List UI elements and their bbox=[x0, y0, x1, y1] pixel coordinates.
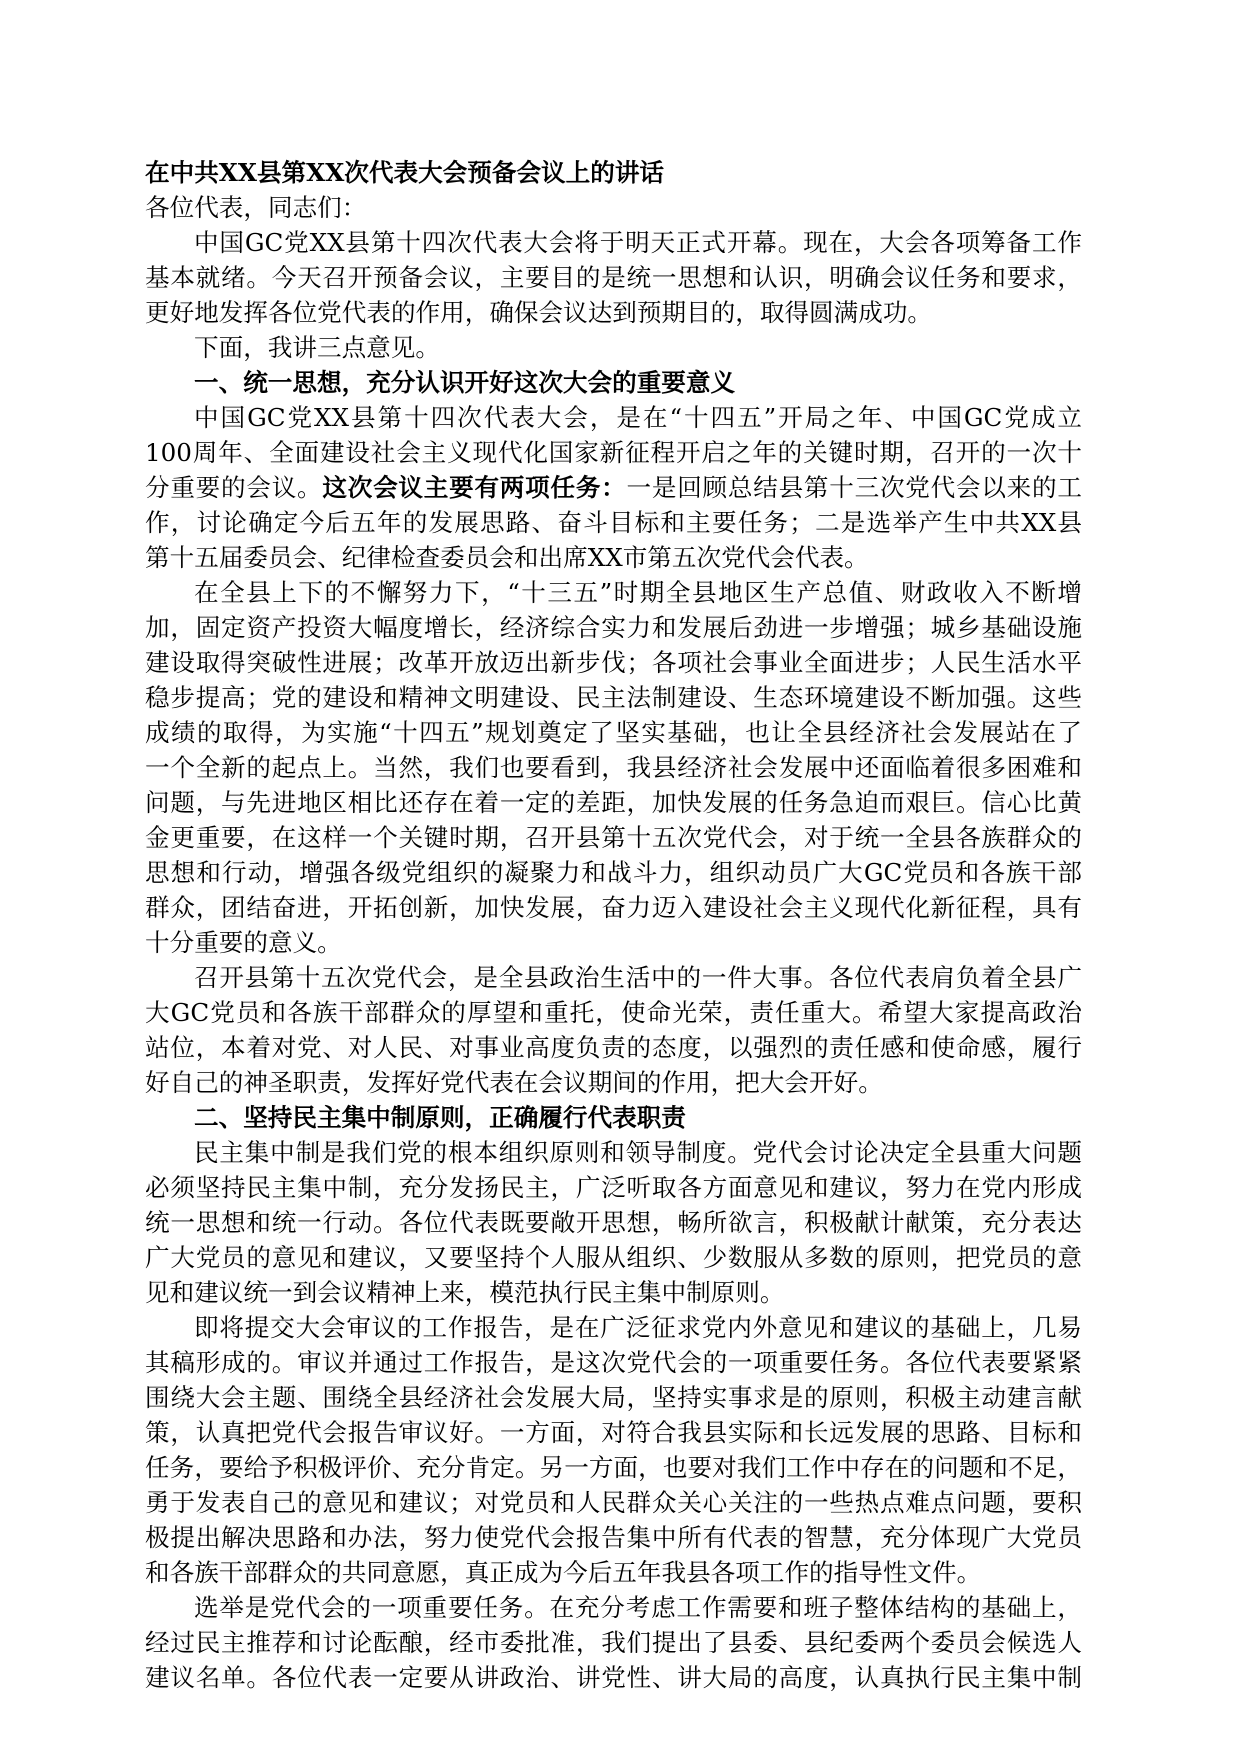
paragraph-line: 统一思想和统一行动。各位代表既要敞开思想，畅所欲言，积极献计献策，充分表达 bbox=[145, 1208, 1082, 1237]
achievements-paragraph bbox=[145, 575, 1082, 960]
paragraph-line: 站位，本着对党、对人民、对事业高度负责的态度，以强烈的责任感和使命感，履行 bbox=[145, 1033, 1082, 1062]
paragraph-line: 广大党员的意见和建议，又要坚持个人服从组织、少数服从多数的原则，把党员的意 bbox=[145, 1243, 1082, 1272]
paragraph-line: 基本就绪。今天召开预备会议，主要目的是统一思想和认识，明确会议任务和要求， bbox=[145, 263, 1082, 292]
paragraph-line: 建议名单。各位代表一定要从讲政治、讲党性、讲大局的高度，认真执行民主集中制 bbox=[145, 1663, 1082, 1692]
document-page bbox=[145, 155, 1082, 1695]
paragraph-line: 极提出解决思路和办法，努力使党代会报告集中所有代表的智慧，充分体现广大党员 bbox=[145, 1523, 1082, 1552]
paragraph-line: 其稿形成的。审议并通过工作报告，是这次党代会的一项重要任务。各位代表要紧紧 bbox=[145, 1348, 1082, 1377]
paragraph-line: 大GC党员和各族干部群众的厚望和重托，使命光荣，责任重大。希望大家提高政治 bbox=[145, 998, 1082, 1027]
duty-paragraph bbox=[145, 960, 1082, 1100]
opening-paragraph bbox=[145, 225, 1082, 330]
paragraph-line: 群众，团结奋进，开拓创新，加快发展，奋力迈入建设社会主义现代化新征程，具有 bbox=[145, 893, 1082, 922]
paragraph-line: 成绩的取得，为实施“十四五”规划奠定了坚实基础，也让全县经济社会发展站在了 bbox=[145, 718, 1082, 747]
paragraph-line: 召开县第十五次党代会，是全县政治生活中的一件大事。各位代表肩负着全县广 bbox=[194, 963, 1082, 992]
paragraph-line: 作，讨论确定今后五年的发展思路、奋斗目标和主要任务；二是选举产生中共XX县 bbox=[145, 508, 1082, 537]
paragraph-line: 选举是党代会的一项重要任务。在充分考虑工作需要和班子整体结构的基础上， bbox=[194, 1593, 1082, 1622]
paragraph-line: 中国GC党XX县第十四次代表大会将于明天正式开幕。现在，大会各项筹备工作 bbox=[194, 228, 1082, 257]
paragraph-line: 一个全新的起点上。当然，我们也要看到，我县经济社会发展中还面临着很多困难和 bbox=[145, 753, 1082, 782]
paragraph-line: 必须坚持民主集中制，充分发扬民主，广泛听取各方面意见和建议，努力在党内形成 bbox=[145, 1173, 1082, 1202]
section-heading: 二、坚持民主集中制原则，正确履行代表职责 bbox=[194, 1103, 686, 1132]
paragraph-line: 建设取得突破性进展；改革开放迈出新步伐；各项社会事业全面进步；人民生活水平 bbox=[145, 648, 1082, 677]
paragraph-line: 第十五届委员会、纪律检查委员会和出席XX市第五次党代会代表。 bbox=[145, 543, 869, 572]
paragraph-line: 好自己的神圣职责，发挥好党代表在会议期间的作用，把大会开好。 bbox=[145, 1068, 883, 1097]
paragraph-line: 即将提交大会审议的工作报告，是在广泛征求党内外意见和建议的基础上，几易 bbox=[194, 1313, 1082, 1342]
paragraph-line: 见和建议统一到会议精神上来，模范执行民主集中制原则。 bbox=[145, 1278, 785, 1307]
paragraph-line: 在全县上下的不懈努力下，“十三五”时期全县地区生产总值、财政收入不断增 bbox=[194, 578, 1082, 607]
paragraph-line: 勇于发表自己的意见和建议；对党员和人民群众关心关注的一些热点难点问题，要积 bbox=[145, 1488, 1082, 1517]
paragraph-line: 问题，与先进地区相比还存在着一定的差距，加快发展的任务急迫而艰巨。信心比黄 bbox=[145, 788, 1082, 817]
principle-paragraph bbox=[145, 1135, 1082, 1310]
paragraph-line: 围绕大会主题、围绕全县经济社会发展大局，坚持实事求是的原则，积极主动建言献 bbox=[145, 1383, 1082, 1412]
salutation: 各位代表，同志们： bbox=[145, 193, 367, 222]
paragraph-line: 稳步提高；党的建设和精神文明建设、民主法制建设、生态环境建设不断加强。这些 bbox=[145, 683, 1082, 712]
transition-paragraph: 下面，我讲三点意见。 bbox=[194, 333, 440, 362]
paragraph-line: 任务，要给予积极评价、充分肯定。另一方面，也要对我们工作中存在的问题和不足， bbox=[145, 1453, 1082, 1482]
paragraph-line bbox=[145, 470, 1082, 505]
paragraph-line: 更好地发挥各位党代表的作用，确保会议达到预期目的，取得圆满成功。 bbox=[145, 298, 933, 327]
paragraph-line: 和各族干部群众的共同意愿，真正成为今后五年我县各项工作的指导性文件。 bbox=[145, 1558, 982, 1587]
paragraph-line: 策，认真把党代会报告审议好。一方面，对符合我县实际和长远发展的思路、目标和 bbox=[145, 1418, 1082, 1447]
paragraph-line: 十分重要的意义。 bbox=[145, 928, 342, 957]
emphasized-text: 这次会议主要有两项任务： bbox=[322, 473, 627, 502]
paragraph-line: 金更重要，在这样一个关键时期，召开县第十五次党代会，对于统一全县各族群众的 bbox=[145, 823, 1082, 852]
line-text: 一是回顾总结县第十三次党代会以来的工 bbox=[626, 473, 1082, 502]
paragraph-line: 加，固定资产投资大幅度增长，经济综合实力和发展后劲进一步增强；城乡基础设施 bbox=[145, 613, 1082, 642]
paragraph-line: 思想和行动，增强各级党组织的凝聚力和战斗力，组织动员广大GC党员和各族干部 bbox=[145, 858, 1082, 887]
election-paragraph bbox=[145, 1590, 1082, 1695]
section-heading: 一、统一思想，充分认识开好这次大会的重要意义 bbox=[194, 368, 736, 397]
tasks-paragraph bbox=[145, 400, 1082, 575]
paragraph-line: 经过民主推荐和讨论酝酿，经市委批准，我们提出了县委、县纪委两个委员会候选人 bbox=[145, 1628, 1082, 1657]
paragraph-line: 民主集中制是我们党的根本组织原则和领导制度。党代会讨论决定全县重大问题 bbox=[194, 1138, 1082, 1167]
line-text: 分重要的会议。 bbox=[145, 473, 323, 502]
document-title: 在中共XX县第XX次代表大会预备会议上的讲话 bbox=[145, 158, 665, 187]
paragraph-line: 100周年、全面建设社会主义现代化国家新征程开启之年的关键时期，召开的一次十 bbox=[145, 438, 1082, 467]
report-paragraph bbox=[145, 1310, 1082, 1590]
paragraph-line: 中国GC党XX县第十四次代表大会，是在“十四五”开局之年、中国GC党成立 bbox=[194, 403, 1082, 432]
